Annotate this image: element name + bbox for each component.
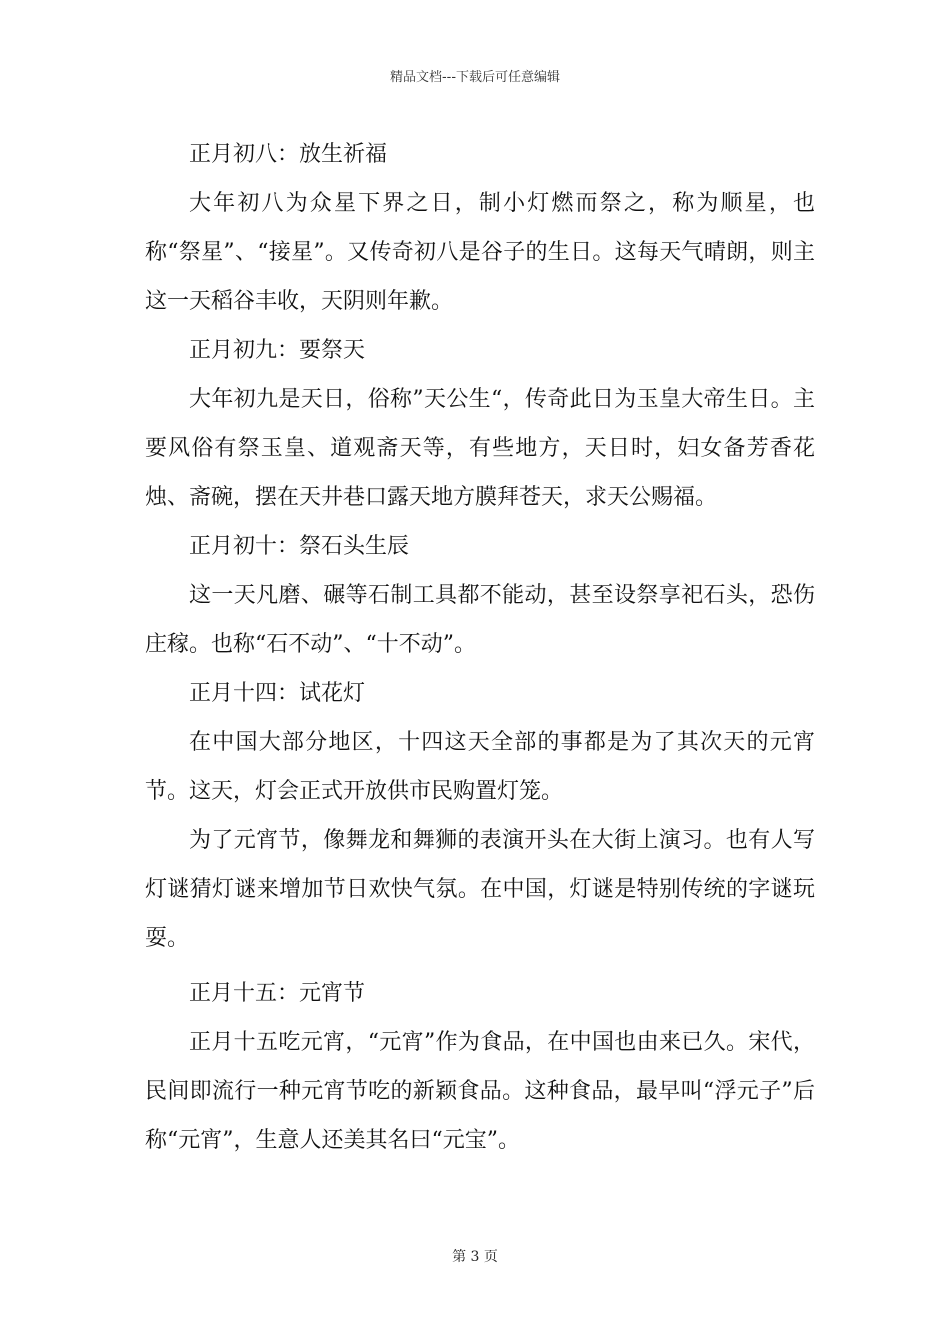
section-paragraph: 为了元宵节，像舞龙和舞狮的表演开头在大街上演习。也有人写灯谜猜灯谜来增加节日欢快气氛。在中国，灯谜是特别传统的字谜玩耍。 <box>145 828 815 951</box>
section-paragraph: 大年初九是天日，俗称”天公生“，传奇此日为玉皇大帝生日。主要风俗有祭玉皇、道观斋天等，有些地方，天日时，妇女备芳香花烛、斋碗，摆在天井巷口露天地方膜拜苍天，求天公赐福。 <box>145 387 815 510</box>
section-day8 <box>145 130 815 326</box>
section-heading: 正月十五：元宵节 <box>189 981 366 1006</box>
section-paragraph: 在中国大部分地区，十四这天全部的事都是为了其次天的元宵节。这天，灯会正式开放供市民购置灯笼。 <box>145 730 815 804</box>
section-heading: 正月十四：试花灯 <box>189 681 366 706</box>
section-heading: 正月初十：祭石头生辰 <box>189 534 410 559</box>
section-paragraph: 大年初八为众星下界之日，制小灯燃而祭之，称为顺星，也称“祭星”、“接星”。又传奇初八是谷子的生日。这每天气晴朗，则主这一天稻谷丰收，天阴则年歉。 <box>145 191 815 314</box>
section-paragraph: 正月十五吃元宵，“元宵”作为食品，在中国也由来已久。宋代，民间即流行一种元宵节吃的新颖食品。这种食品，最早叫“浮元子”后称“元宵”，生意人还美其名曰“元宝”。 <box>145 1030 815 1153</box>
section-paragraph: 这一天凡磨、碾等石制工具都不能动，甚至设祭享祀石头，恐伤庄稼。也称“石不动”、“十不动”。 <box>145 583 815 657</box>
document-body <box>145 130 815 1165</box>
section-day10 <box>145 522 815 669</box>
page-header: 精品文档---下载后可任意编辑 <box>389 70 561 85</box>
section-day15 <box>145 969 815 1165</box>
section-heading: 正月初九：要祭天 <box>189 338 366 363</box>
section-day9 <box>145 326 815 522</box>
page-number: 第 3 页 <box>452 1249 498 1265</box>
section-heading: 正月初八：放生祈福 <box>189 142 388 167</box>
section-day14 <box>145 669 815 963</box>
